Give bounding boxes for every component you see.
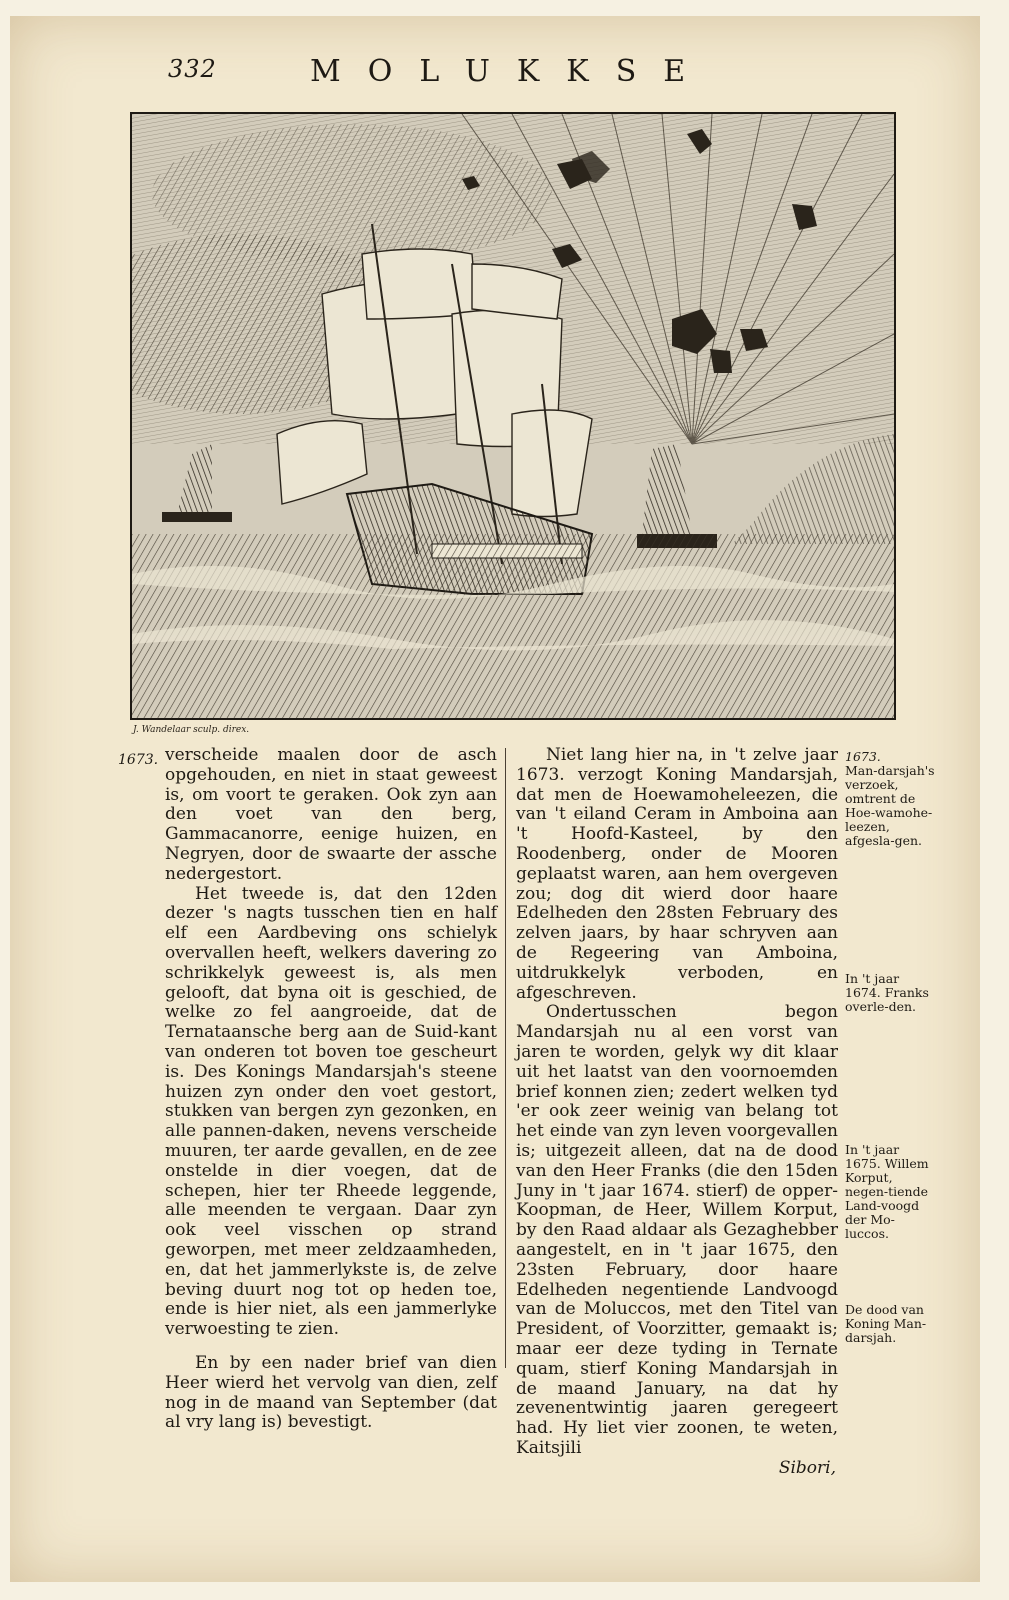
left-column	[165, 746, 497, 1433]
left-paragraph-1: verscheide maalen door de asch opgehouden, en niet in staat geweest is, om voort te geraken. Ook zyn aan den voet van den berg, Gammacanorre, eenige huizen, en Negryen, door de swaarte der assche nedergestort.	[165, 745, 497, 884]
margin-note-1-text: Man-darsjah's verzoek, omtrent de Hoe-wamohe-leezen, afgesla-gen.	[845, 763, 935, 848]
right-paragraph-2-end: Sibori,	[778, 1457, 836, 1478]
ship-explosion-engraving	[132, 114, 894, 718]
engraver-credit: J. Wandelaar sculp. direx.	[133, 725, 250, 735]
margin-note-1	[845, 750, 935, 848]
running-title: MOLUKKSE	[310, 54, 713, 89]
right-paragraph-2: Ondertusschen begon Mandarsjah nu al een vorst van jaren te worden, gelyk wy dit klaar uit het laatst van den voornoemden brief konnen zien; zedert welken tyd 'er ook zeer weinig van belang tot het einde van zyn leven voorgevallen is; uitgezeit alleen, dat na de dood van den Heer Franks (die den 15den Juny in 't jaar 1674. stierf) de opper-Koopman, de Heer, Willem Korput, by den Raad aldaar als Gezaghebber aangestelt, en in 't jaar 1675, den 23sten February, door haare Edelheden negentiende Landvoogd van de Moluccos, met den Titel van President, of Voorzitter, gemaakt is; maar eer deze tyding in Ternate quam, stierf Koning Mandarsjah in de maand January, na dat hy zevenentwintig jaaren geregeert had. Hy liet vier zoonen, te weten, Kaitsjili	[516, 1002, 838, 1458]
margin-note-2: In 't jaar 1674. Franks overle-den.	[845, 971, 929, 1014]
right-column	[516, 746, 838, 1478]
left-paragraph-3: En by een nader brief van dien Heer wierd het vervolg van dien, zelf nog in de maand van September (dat al vry lang is) bevestigt.	[165, 1352, 497, 1433]
page-number: 332	[168, 55, 217, 83]
margin-note-3: In 't jaar 1675. Willem Korput, negen-tiende Land-voogd der Mo-luccos.	[845, 1142, 929, 1241]
margin-note-1-year: 1673.	[845, 749, 881, 764]
margin-year-left: 1673.	[118, 752, 159, 768]
margin-note-4: De dood van Koning Man-darsjah.	[845, 1302, 927, 1345]
left-paragraph-2: Het tweede is, dat den 12den dezer 's nagts tusschen tien en half elf een Aardbeving ons schielyk overvallen heeft, welkers davering zo schrikkelyk geweest is, als men gelooft, dat byna oit is geschied, de welke zo fel aangroeide, dat de Ternataansche berg aan de Suid-kant van onderen tot boven toe gescheurt is. Des Konings Mandarsjah's steene huizen zyn onder den voet gestort, stukken van bergen zyn gezonken, en alle pannen-daken, nevens verscheide muuren, ter aarde gevallen, en de zee onstelde in dier voegen, dat de schepen, hier ter Rheede leggende, alle meenden te vergaan. Daar zyn ook veel visschen op strand geworpen, met meer zeldzaamheden, en, dat het jammerlykste is, de zelve beving duurt nog tot op heden toe, ende is hier niet, als een jammerlyke verwoesting te zien.	[165, 883, 497, 1340]
column-divider	[505, 748, 506, 1368]
engraving-plate	[130, 112, 896, 720]
right-paragraph-1: Niet lang hier na, in 't zelve jaar 1673. verzogt Koning Mandarsjah, dat men de Hoewamoheleezen, die van 't eiland Ceram in Amboina aan 't Hoofd-Kasteel, by den Roodenberg, onder de Mooren geplaatst waren, aan hem overgeven zou; dog dit wierd door haare Edelheden den 28sten February des zelven jaars, by haar schryven aan de Regeering van Amboina, uitdrukkelyk verboden, en afgeschreven.	[516, 745, 838, 1003]
